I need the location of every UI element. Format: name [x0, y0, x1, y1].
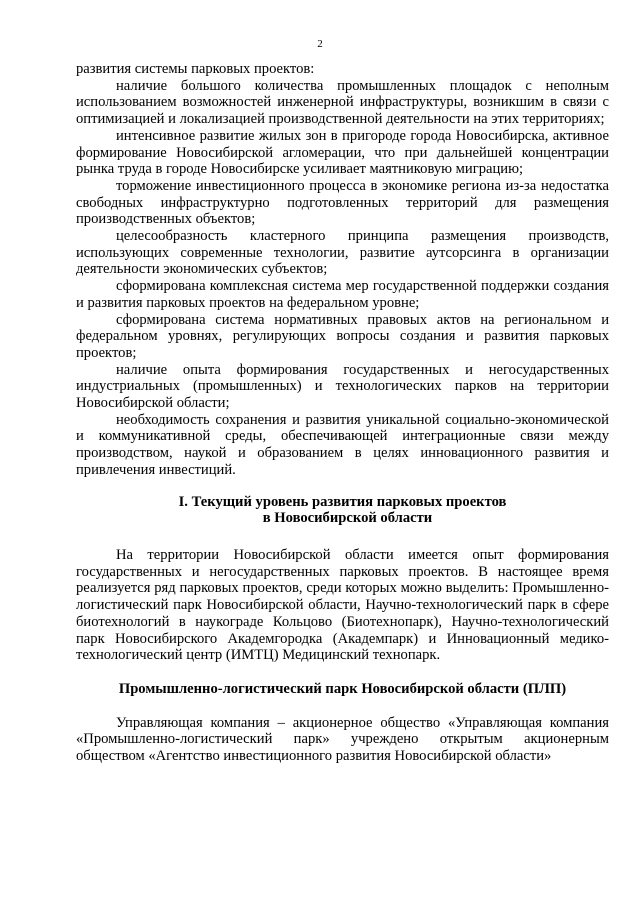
- section-paragraph: На территории Новосибирской области имеется опыт формирования государственных и негосударственных парковых проектов. В настоящее время реализуется ряд парковых проектов, среди которых можно выделить: Промышленно-логистический парк Новосибирской области, Научно-технологический парк в сфере биотехнологий в наукограде Кольцово (Биотехнопарк), Научно-технологический парк Новосибирского Академгородка (Академпарк) и Инновационный медико-технологический центр (ИМТЦ) Медицинский технопарк.: [76, 546, 609, 664]
- section-heading-line-1: I. Текущий уровень развития парковых проектов: [178, 493, 507, 510]
- subsection-paragraph: Управляющая компания – акционерное общество «Управляющая компания «Промышленно-логистический парк» учреждено открытым акционерным обществом «Агентство инвестиционного развития Новосибирской области»: [76, 714, 609, 765]
- list-item: торможение инвестиционного процесса в экономике региона из-за недостатка свободных инфраструктурно подготовленных территорий для размещения производственных объектов;: [76, 177, 609, 228]
- list-item: целесообразность кластерного принципа размещения производств, использующих современные технологии, развитие аутсорсинга в организации деятельности экономических субъектов;: [76, 228, 609, 278]
- list-item: наличие опыта формирования государственных и негосударственных индустриальных (промышленных) и технологических парков на территории Новосибирской области;: [76, 361, 609, 412]
- list-item: сформирована комплексная система мер государственной поддержки создания и развития парковых проектов на федеральном уровне;: [76, 278, 609, 311]
- section-heading: [76, 494, 609, 527]
- list-item: необходимость сохранения и развития уникальной социально-экономической и коммуникативной среды, обеспечивающей интеграционные связи между производством, наукой и образованием в целях инновационного развития и привлечения инвестиций.: [76, 411, 609, 478]
- section-heading-line-2: в Новосибирской области: [262, 510, 433, 527]
- intro-line: развития системы парковых проектов:: [76, 61, 315, 77]
- list-item: наличие большого количества промышленных площадок с неполным использованием возможностей инженерной инфраструктуры, возникшим в связи с оптимизацией и локализацией производственной деятельности на этих территориях;: [76, 77, 609, 128]
- list-item: сформирована система нормативных правовых актов на региональном и федеральном уровнях, регулирующих вопросы создания и развития парковых проектов;: [76, 311, 609, 361]
- list-item: интенсивное развитие жилых зон в пригороде города Новосибирска, активное формирование Новосибирской агломерации, что при дальнейшей концентрации рынка труда в городе Новосибирске усиливает маятниковую миграцию;: [76, 127, 609, 178]
- page-number: 2: [317, 38, 323, 50]
- subsection-heading: Промышленно-логистический парк Новосибирской области (ПЛП): [118, 680, 567, 697]
- document-body: [76, 61, 609, 765]
